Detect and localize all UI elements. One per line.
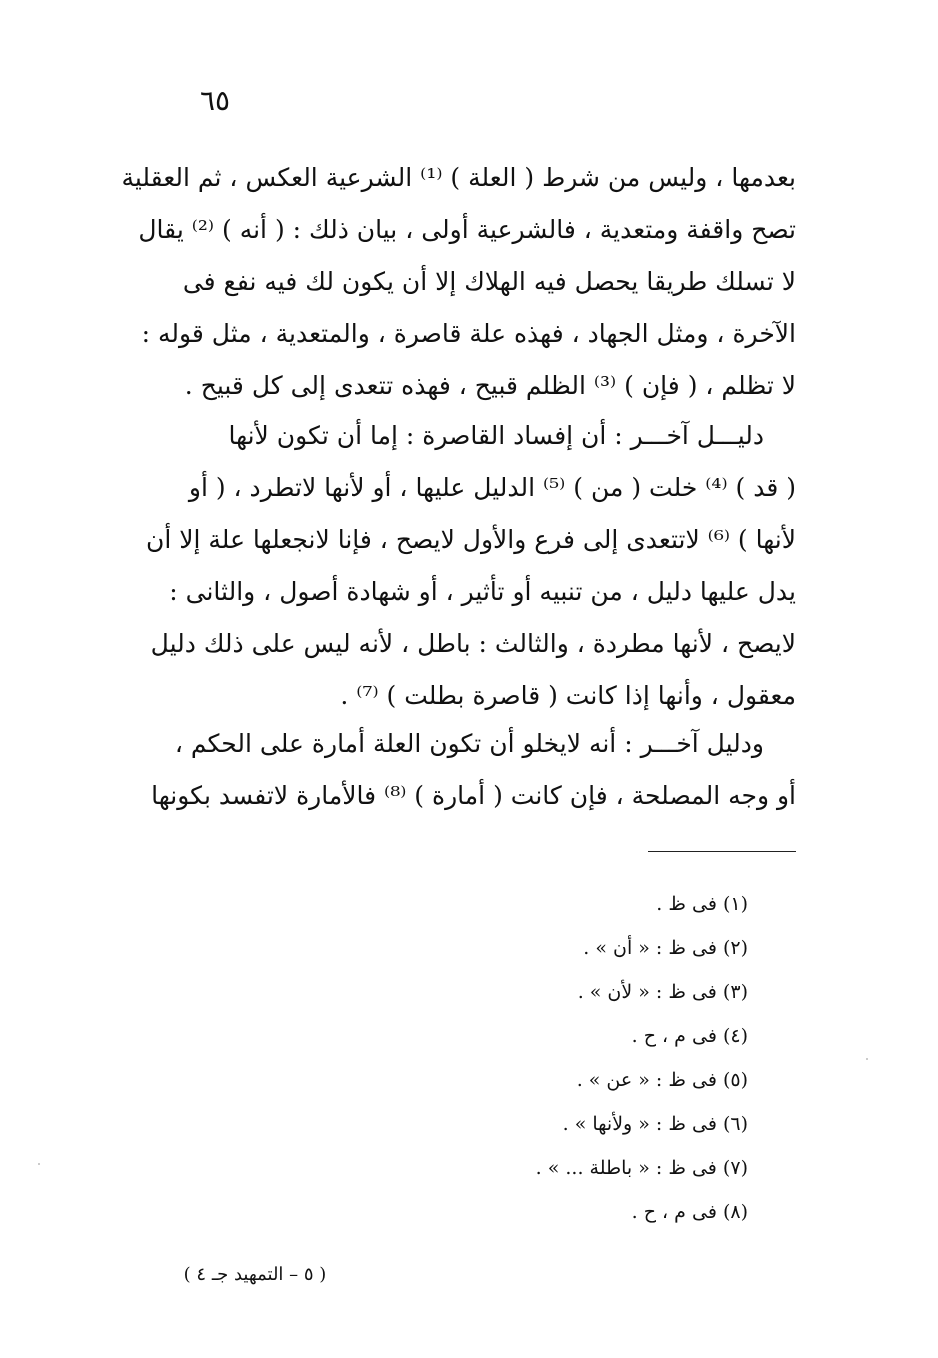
scan-speck (866, 1058, 868, 1060)
text-line: دليـــل آخـــر : أن إفساد القاصرة : إما أن تكون لأنها (228, 421, 764, 450)
footnote: (١) فى ظ . (656, 893, 748, 915)
text-line: لأنها ) ⁽⁶⁾ لاتتعدى إلى فرع والأول لايصح ، فإنا لانجعلها علة إلا أن (145, 525, 796, 554)
page-number: ٦٥ (199, 84, 231, 117)
footnote: (٤) فى م ، ح . (631, 1025, 748, 1047)
text-line: بعدمها ، وليس من شرط ( العلة ) ⁽¹⁾ الشرعية العكس ، ثم العقلية (121, 163, 796, 192)
text-line: لايصح ، لأنها مطردة ، والثالث : باطل ، لأنه ليس على ذلك دليل (150, 629, 796, 658)
footnote: (٢) فى ظ : « أن » . (583, 937, 748, 959)
printer-signature: ( ٥ – التمهيد جـ ٤ ) (183, 1264, 327, 1285)
footnote: (٧) فى ظ : « باطلة ... » . (535, 1157, 748, 1179)
text-line: تصح واقفة ومتعدية ، فالشرعية أولى ، بيان ذلك : ( أنه ) ⁽²⁾ يقال (138, 215, 796, 244)
paragraph-3 (151, 718, 796, 822)
footnote: (٨) فى م ، ح . (631, 1201, 748, 1223)
footnote: (٦) فى ظ : « ولأنها » . (562, 1113, 748, 1135)
footnote: (٣) فى ظ : « لأن » . (577, 981, 748, 1003)
text-line: ودليل آخـــر : أنه لايخلو أن تكون العلة أمارة على الحكم ، (174, 729, 764, 758)
footnote-separator (648, 851, 796, 852)
text-line: معقول ، وأنها إذا كانت ( قاصرة بطلت ) ⁽⁷⁾ . (340, 681, 796, 710)
paragraph-2 (145, 410, 796, 722)
text-line: يدل عليها دليل ، من تنبيه أو تأثير ، أو شهادة أصول ، والثانى : (169, 577, 796, 606)
footnotes (388, 882, 748, 1234)
text-line: ( قد ) ⁽⁴⁾ خلت ( من ) ⁽⁵⁾ الدليل عليها ، أو لأنها لاتطرد ، ( أو (188, 473, 796, 502)
text-line: أو وجه المصلحة ، فإن كانت ( أمارة ) ⁽⁸⁾ فالأمارة لاتفسد بكونها (151, 781, 796, 810)
footnote: (٥) فى ظ : « عن » . (576, 1069, 748, 1091)
text-line: لا تظلم ، ( فإن ) ⁽³⁾ الظلم قبيح ، فهذه تتعدى إلى كل قبيح . (184, 371, 796, 400)
text-line: الآخرة ، ومثل الجهاد ، فهذه علة قاصرة ، والمتعدية ، مثل قوله : (141, 319, 796, 348)
text-line: لا تسلك طريقا يحصل فيه الهلاك إلا أن يكون لك فيه نفع فى (182, 267, 796, 296)
paragraph-1 (121, 152, 796, 412)
scan-speck (38, 1163, 40, 1165)
